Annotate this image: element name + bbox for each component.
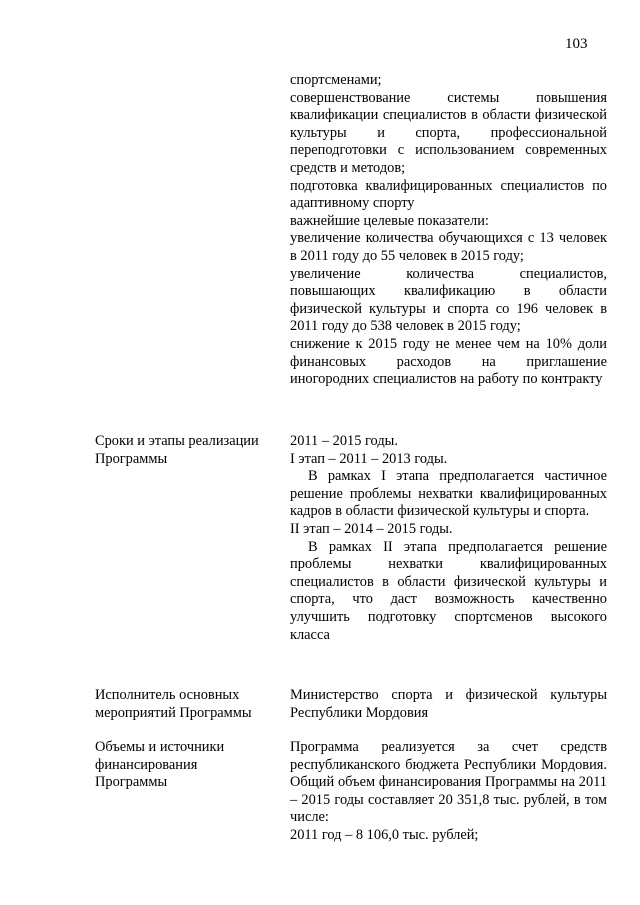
- row-content: [290, 72, 607, 417]
- row-content: [290, 687, 607, 739]
- paragraph: Министерство спорта и физической культуры Республики Мордовия: [290, 687, 607, 721]
- paragraph: 2011 год – 8 106,0 тыс. рублей;: [290, 826, 479, 843]
- paragraph: спортсменами;: [290, 72, 382, 88]
- paragraph: В рамках II этапа предполагается решение проблемы нехватки квалифицированных специалистов в области физической культуры и спорта, что даст возможность качественно улучшить подготовку спортсменов высокого класса: [290, 538, 607, 643]
- paragraph: увеличение количества специалистов, повышающих квалификацию в области физической культуры и спорта со 196 человек в 2011 году до 538 человек в 2015 году;: [290, 265, 607, 335]
- row-content: [290, 739, 607, 845]
- row-content: [290, 433, 607, 687]
- row-financing: [0, 739, 640, 845]
- paragraph: Программа реализуется за счет средств республиканского бюджета Республики Мордовия. Общий объем финансирования Программы на 2011 – 2015 годы составляет 20 351,8 тыс. рублей, в том числе:: [290, 739, 607, 826]
- paragraph: II этап – 2014 – 2015 годы.: [290, 520, 453, 537]
- paragraph: I этап – 2011 – 2013 годы.: [290, 450, 448, 467]
- paragraph: 2011 – 2015 годы.: [290, 433, 398, 449]
- row-executor: [0, 687, 640, 739]
- program-passport-table: [0, 72, 640, 845]
- label-line: Объемы и источники: [95, 739, 225, 755]
- row-label: [95, 739, 282, 845]
- paragraph: снижение к 2015 году не менее чем на 10% доли финансовых расходов на приглашение иногородних специалистов на работу по контракту: [290, 335, 607, 388]
- paragraph: важнейшие целевые показатели:: [290, 212, 489, 229]
- label-line: Сроки и этапы реализации: [95, 433, 259, 449]
- row-tasks-continuation: [0, 72, 640, 417]
- row-label: [95, 72, 282, 417]
- paragraph: совершенствование системы повышения квалификации специалистов в области физической культуры и спорта, профессиональной переподготовки с использованием современных средств и методов;: [290, 89, 607, 176]
- label-line: мероприятий Программы: [95, 704, 252, 721]
- paragraph: увеличение количества обучающихся с 13 человек в 2011 году до 55 человек в 2015 году;: [290, 230, 607, 264]
- page-number: 103: [565, 36, 588, 52]
- paragraph: В рамках I этапа предполагается частичное решение проблемы нехватки квалифицированных кадров в области физической культуры и спорта.: [290, 468, 607, 520]
- row-label: [95, 687, 282, 739]
- label-line: финансирования: [95, 756, 198, 773]
- label-line: Исполнитель основных: [95, 687, 240, 703]
- row-terms-and-stages: [0, 433, 640, 687]
- label-line: Программы: [95, 774, 168, 791]
- row-label: [95, 433, 282, 687]
- paragraph: подготовка квалифицированных специалистов по адаптивному спорту: [290, 177, 607, 212]
- label-line: Программы: [95, 450, 168, 467]
